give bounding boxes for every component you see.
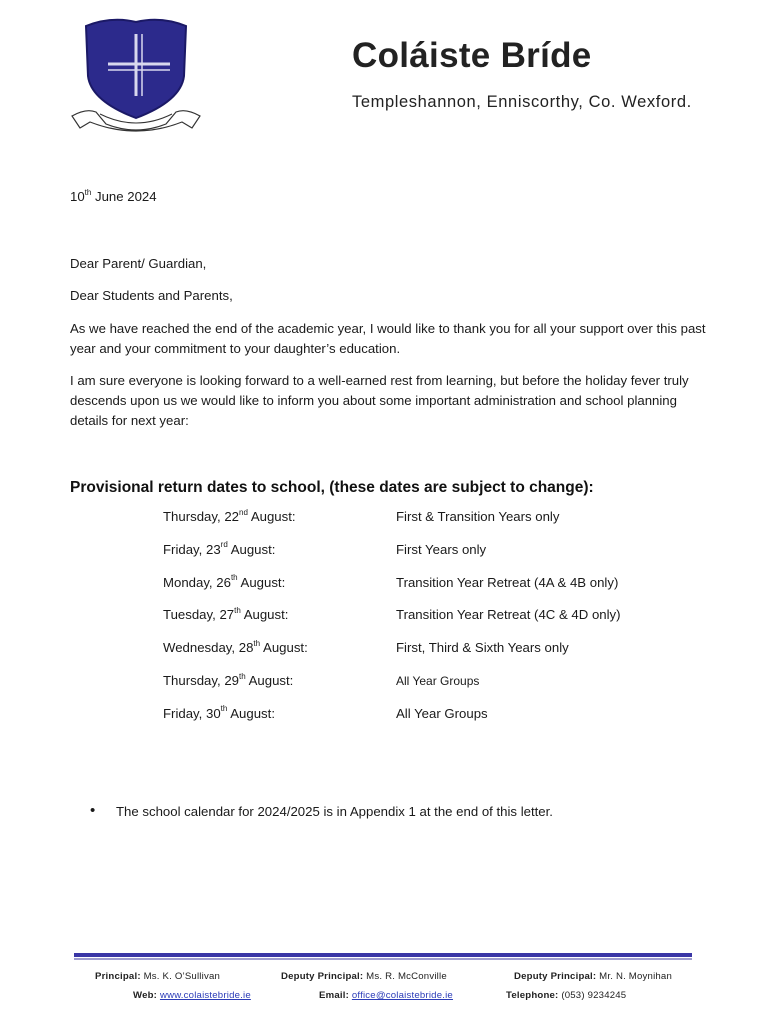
- year-groups: All Year Groups: [396, 673, 480, 688]
- date-row: [163, 575, 683, 608]
- year-groups: First & Transition Years only: [396, 509, 560, 524]
- footer-principal: Principal: Ms. K. O’Sullivan: [95, 971, 221, 982]
- date-label: Thursday, 29th August:: [163, 671, 294, 688]
- year-groups: Transition Year Retreat (4C & 4D only): [396, 607, 621, 623]
- greeting-students: Dear Students and Parents,: [70, 288, 233, 303]
- year-groups: First, Third & Sixth Years only: [396, 640, 569, 656]
- date-label: Tuesday, 27th August:: [163, 606, 289, 623]
- greeting-parent: Dear Parent/ Guardian,: [70, 256, 207, 271]
- date-label: Friday, 23rd August:: [163, 540, 276, 557]
- bullet-text: The school calendar for 2024/2025 is in Appendix 1 at the end of this letter.: [116, 804, 553, 819]
- footer-telephone: Telephone: (053) 9234245: [506, 990, 627, 1001]
- date-label: Wednesday, 28th August:: [163, 638, 308, 656]
- school-name: Coláiste Bríde: [352, 36, 592, 75]
- footer-divider: [74, 953, 692, 961]
- crest-shield-icon: [66, 16, 206, 134]
- footer-deputy-principal-2: Deputy Principal: Mr. N. Moynihan: [514, 971, 673, 982]
- date-row: [163, 673, 683, 706]
- footer-email: Email: office@colaistebride.ie: [319, 990, 453, 1001]
- year-groups: Transition Year Retreat (4A & 4B only): [396, 574, 619, 590]
- footer-deputy-principal-1: Deputy Principal: Ms. R. McConville: [281, 971, 447, 982]
- email-link[interactable]: office@colaistebride.ie: [351, 990, 453, 1001]
- letter-date: 10th June 2024: [70, 187, 157, 204]
- web-link[interactable]: www.colaistebride.ie: [159, 990, 251, 1001]
- date-label: Friday, 30th August:: [163, 704, 275, 721]
- return-dates-heading: Provisional return dates to school, (these dates are subject to change):: [70, 479, 594, 496]
- date-row: [163, 640, 683, 673]
- bullet-icon: •: [90, 802, 96, 819]
- date-row: [163, 542, 683, 575]
- year-groups: All Year Groups: [396, 705, 488, 721]
- date-label: Monday, 26th August:: [163, 573, 286, 590]
- return-dates-table: [163, 509, 683, 739]
- footer-web: Web: www.colaistebride.ie: [133, 990, 251, 1001]
- school-crest-logo: [66, 16, 206, 134]
- year-groups: First Years only: [396, 541, 487, 557]
- date-row: [163, 607, 683, 640]
- date-row: [163, 706, 683, 739]
- paragraph-intro: I am sure everyone is looking forward to a well-earned rest from learning, but before the holiday fever truly descends upon us we would like to inform you about some important administration and school planning details for next year:: [70, 373, 689, 428]
- date-label: Thursday, 22nd August:: [163, 507, 296, 524]
- school-address: Templeshannon, Enniscorthy, Co. Wexford.: [352, 93, 692, 111]
- date-row: [163, 509, 683, 542]
- paragraph-thanks: As we have reached the end of the academic year, I would like to thank you for all your support over this past year and your commitment to your daughter’s education.: [70, 321, 706, 356]
